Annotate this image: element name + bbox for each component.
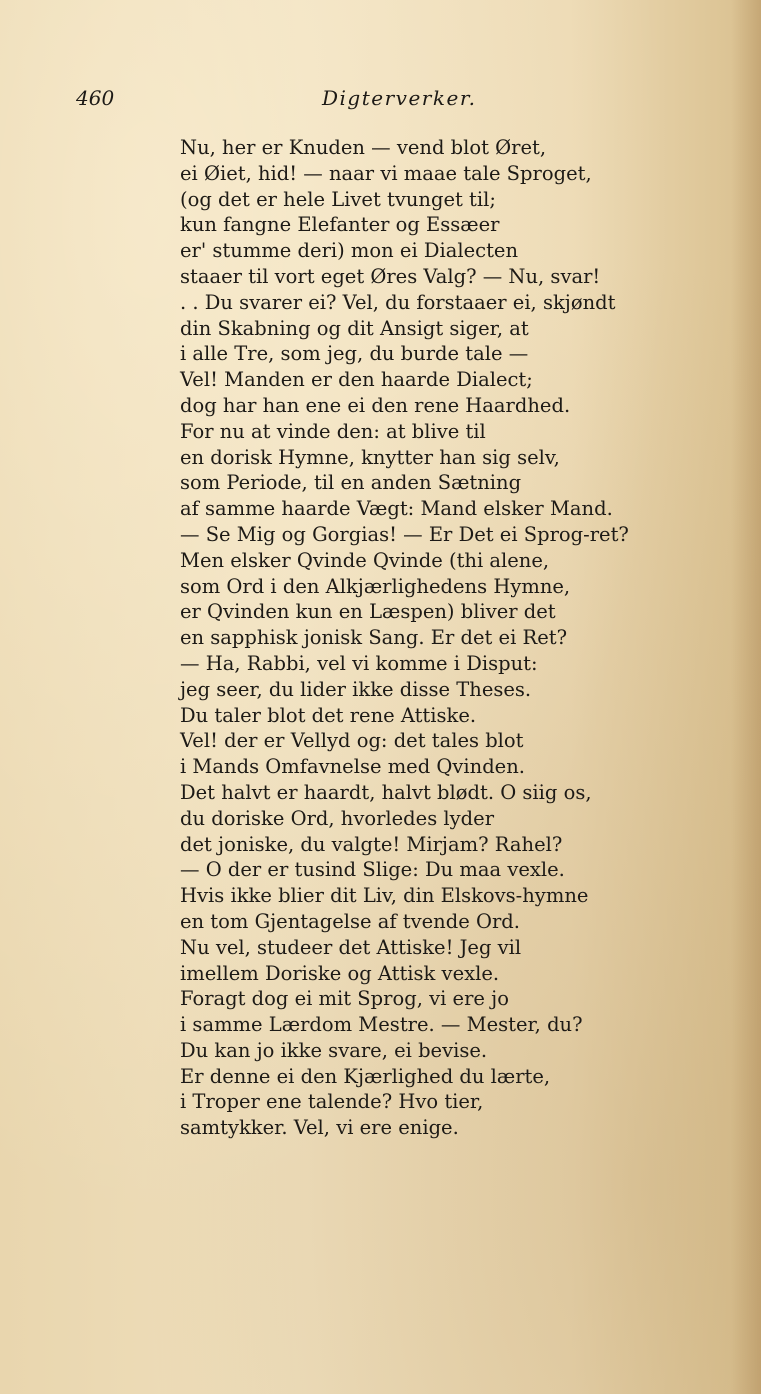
poem-line: For nu at vinde den: at blive til: [180, 419, 486, 443]
poem-line: — O der er tusind Slige: Du maa vexle.: [180, 858, 565, 882]
poem-line: i samme Lærdom Mestre. — Mester, du?: [180, 1013, 583, 1037]
poem-line: af samme haarde Vægt: Mand elsker Mand.: [180, 497, 613, 521]
poem-line: en tom Gjentagelse af tvende Ord.: [180, 909, 520, 933]
poem-line: i Mands Omfavnelse med Qvinden.: [180, 755, 525, 779]
poem-line: jeg seer, du lider ikke disse Theses.: [180, 677, 532, 701]
poem-line: Nu vel, studeer det Attiske! Jeg vil: [180, 935, 522, 959]
poem-line: i Troper ene talende? Hvo tier,: [180, 1090, 484, 1114]
poem-line: dog har han ene ei den rene Haardhed.: [180, 393, 571, 417]
poem-line: (og det er hele Livet tvunget til;: [180, 187, 496, 211]
poem-line: — Ha, Rabbi, vel vi komme i Disput:: [180, 651, 538, 675]
running-title: Digterverker.: [322, 86, 477, 110]
poem-line: Det halvt er haardt, halvt blødt. O siig os,: [180, 780, 592, 804]
poem-line: Vel! der er Vellyd og: det tales blot: [180, 729, 524, 753]
page-number: 460: [76, 86, 115, 110]
page-edge-shadow: [731, 0, 761, 1394]
poem-line: en dorisk Hymne, knytter han sig selv,: [180, 445, 560, 469]
poem-line: staaer til vort eget Øres Valg? — Nu, svar!: [180, 264, 601, 288]
poem-line: samtykker. Vel, vi ere enige.: [180, 1116, 459, 1140]
poem-line: Hvis ikke blier dit Liv, din Elskovs-hymne: [180, 884, 589, 908]
poem-line: er Qvinden kun en Læspen) bliver det: [180, 600, 556, 624]
poem-line: i alle Tre, som jeg, du burde tale —: [180, 342, 529, 366]
poem-line: Du taler blot det rene Attiske.: [180, 703, 477, 727]
poem-text: [180, 135, 720, 1141]
poem-line: Men elsker Qvinde Qvinde (thi alene,: [180, 548, 550, 572]
poem-line: du doriske Ord, hvorledes lyder: [180, 806, 495, 830]
poem-line: — Se Mig og Gorgias! — Er Det ei Sprog-ret?: [180, 522, 629, 546]
poem-line: imellem Doriske og Attisk vexle.: [180, 961, 500, 985]
poem-line: en sapphisk jonisk Sang. Er det ei Ret?: [180, 626, 568, 650]
poem-line: Nu, her er Knuden — vend blot Øret,: [180, 136, 547, 159]
poem-line: din Skabning og dit Ansigt siger, at: [180, 316, 529, 340]
poem-line: Er denne ei den Kjærlighed du lærte,: [180, 1064, 551, 1088]
poem-line: som Ord i den Alkjærlighedens Hymne,: [180, 574, 571, 598]
poem-line: Vel! Manden er den haarde Dialect;: [180, 368, 533, 392]
poem-line: Foragt dog ei mit Sprog, vi ere jo: [180, 987, 509, 1011]
poem-line: . . Du svarer ei? Vel, du forstaaer ei, skjøndt: [180, 290, 616, 314]
poem-line: det joniske, du valgte! Mirjam? Rahel?: [180, 832, 563, 856]
poem-line: er' stumme deri) mon ei Dialecten: [180, 239, 519, 263]
poem-line: som Periode, til en anden Sætning: [180, 471, 522, 495]
poem-line: Du kan jo ikke svare, ei bevise.: [180, 1038, 488, 1062]
poem-line: kun fangne Elefanter og Essæer: [180, 213, 500, 237]
poem-line: ei Øiet, hid! — naar vi maae tale Sproget,: [180, 161, 592, 185]
